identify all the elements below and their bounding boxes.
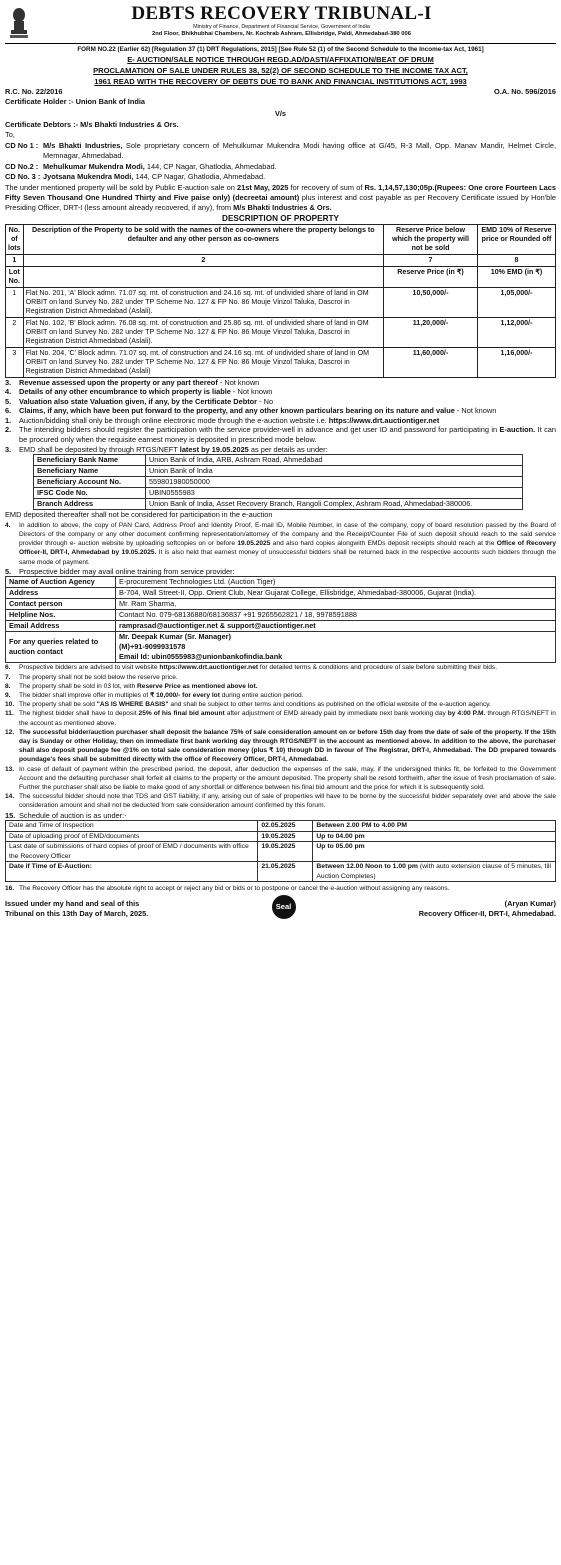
list-item: 5. Valuation also state Valuation given, if any, by the Certificate Debtor - No	[5, 396, 274, 406]
certificate-debtors: Certificate Debtors :- M/s Bhakti Industries & Ors.	[5, 119, 179, 129]
list-item: 2. The intending bidders should register the participation with the service provider-well in advance and get user ID and password for participating in E-auction. It can be procured only when the requisite earnest money is deposited in prescribed mode below.	[5, 425, 557, 445]
list-item: 15. Schedule of auction is as under:-	[5, 810, 127, 820]
certificate-holder: Certificate Holder :- Union Bank of India	[5, 97, 146, 106]
list-item: 10. The property shall be sold "AS IS WHERE BASIS" and shall be subject to other terms and conditions as published on the official website of the e-auction agency.	[5, 701, 491, 709]
agency-email[interactable]: ramprasad@auctiontiger.net & support@auctiontiger.net	[116, 621, 556, 632]
notice-title-line-3: 1961 READ WITH THE RECOVERY OF DEBTS DUE TO BANK AND FINANCIAL INSTITUTIONS ACT, 1993	[94, 77, 467, 86]
national-emblem-icon	[5, 4, 33, 42]
table-row: 3 Flat No. 204, 'C' Block admn. 71.07 sq. mt. of construction and 24.16 sq. mt. of undivided share of land in OM ORBIT on land Survey No. 282 under TP Scheme No. 127 & FP No. 86 Mouje Vinzol Taluka, Dascroi in Registration District Ahmedabad (Aslali) 11,60,000/- 1,16,000/-	[6, 347, 556, 377]
list-item: 6. Claims, if any, which have been put forward to the property, and any other known particulars bearing on its nature and value - Not known	[5, 406, 497, 416]
rc-number: R.C. No. 22/2016	[5, 87, 63, 96]
tribunal-address: 2nd Floor, Bhikhubhai Chambers, Nr. Kochrab Ashram, Ellisbridge, Paldi, Ahmedabad-380 006	[152, 30, 411, 37]
list-item: 13. In case of default of payment within the prescribed period, the deposit, after deduction the expenses of the sale, may, if the undersigned thinks fit, be forfeited to the Government Account and the defaulting purchaser shall forfeit all claims to the property or the amount deposited. The property shall be resold forthwith, after the issue of fresh proclamation of sale. Further the purchaser shall also be liable to make good of any shortfall or difference between his final bid amount and the price for which it is subsequently sold.	[5, 765, 556, 791]
list-item: 16. The Recovery Officer has the absolute right to accept or reject any bid or bids or to postpone or cancel the e-auction without assigning any reasons.	[5, 885, 450, 893]
list-item: 7. The property shall not be sold below the reserve price.	[5, 673, 178, 681]
versus: V/s	[274, 108, 287, 118]
auction-website-link[interactable]: https://www.drt.auctiontiger.net	[328, 415, 440, 425]
drt-website-link[interactable]: https://www.drt.auctiontiger.net	[159, 664, 259, 672]
list-item: 4. In addition to above, the copy of PAN Card, Address Proof and Identity Proof, E-mail ID, Mobile Number, in case of the company, copy of board resolution passed by the Board of Directors of the company or any other document confirming representation/attorney of the company and the Receipt/Counter File of such deposit should reach to the said service provider through e- auction website by uploading softcopies on or before 19.05.2025 and also hard copies alongwith EMDs deposit receipts should reach at the Office of Recovery Officer-II, DRT-I, Ahmedabad by 19.05.2025. It is also held that earnest money of unsuccessful bidders shall be returned back in the respective accounts such bidders through the same mode of payment.	[5, 521, 556, 566]
table-row: 1 Flat No. 201, 'A' Block admn. 71.07 sq. mt. of construction and 24.16 sq. mt. of undivided share of land in OM ORBIT on land Survey No. 282 under TP Scheme No. 127 & FP No. 86 Mouje Vinzol Taluka, Dascroi in Registration District Ahmedabad (Aslali). 10,50,000/- 1,05,000/-	[6, 287, 556, 317]
debtor-3: CD No. 3 : Jyotsana Mukendra Modi, 144, CP Nagar, Ghatlodia, Ahmedabad.	[5, 172, 266, 181]
table-row: Date if Time of E-Auction: 21.05.2025 Between 12.00 Noon to 1.00 pm (with auto extension clause of 5 minutes, till Auction Completes)	[6, 862, 556, 882]
form-number: FORM NO.22 (Earlier 62) [Regulation 37 (1) DRT Regulations, 2015] [See Rule 52 (1) of the Second Schedule to the Income-tax Act, 1961]	[77, 46, 484, 53]
auction-agency-table: Name of Auction Agency E-procurement Technologies Ltd. (Auction Tiger) Address B-704, Wall Street-II, Opp. Orient Club, Near Gujarat College, Ellisbridge, Ahmedabad-380006, Gujarat (India). Contact person Mr. Ram Sharma, Helpline Nos. Contact No. 079-68136880/68136837 +91 9265562821 / 18, 9978591888 Email Address ramprasad@auctiontiger.net & support@auctiontiger.net For any queries related to auction contact Mr. Deepak Kumar (Sr. Manager) (M)+91-9099931578 Email Id: ubin0555983@unionbankofindia.bank	[5, 576, 556, 663]
list-item: 11. The highest bidder shall have to deposit 25% of his final bid amount after adjustment of EMD already paid by immediate next bank working day by 4:00 P.M. through RTGS/NEFT in the account as mentioned above.	[5, 710, 556, 727]
property-heading: DESCRIPTION OF PROPERTY	[222, 213, 339, 223]
list-item: 9. The bidder shall improve offer in multiples of ₹ 10,000/- for every lot during entire auction period.	[5, 691, 304, 699]
list-item: 14. The successful bidder should note that TDS and GST liability, if any, arising out of sale of properties will have to be borne by the successful bidder separately over and above the sale consideration amount and shall not be deducted from sale consideration amount confirmed by this forum.	[5, 793, 556, 810]
tribunal-title: DEBTS RECOVERY TRIBUNAL-I	[131, 3, 432, 24]
sale-intro: The under mentioned property will be sold by Public E-auction sale on 21st May, 2025 for recovery of sum of Rs. 1,14,57,130;05p.(Rupees: One crore Fourteen Lacs Fifty Seven Thousand One Hundred Thirty and Five paise only) (decreetai amount) plus interest and cost payable as per Recovery Certificate issued by Hon'ble Presiding Officer, DRT-I (less amount already recovered, if any), from M/s Bhakti Industries & Ors.	[5, 182, 556, 212]
bank-details-table: Beneficiary Bank Name Union Bank of India, ARB, Ashram Road, Ahmedabad Beneficiary Name Union Bank of India Beneficiary Account No. 559801980050000 IFSC Code No. UBIN0555983 Branch Address Union Bank of India, Asset Recovery Branch, Rangoli Complex, Ashram Road, Ahmedabad-380006.	[33, 454, 523, 510]
table-row: Last date of submissions of hard copies of proof of EMD / documents with office the Recovery Officer 19.05.2025 Up to 05.00 pm	[6, 842, 556, 862]
case-numbers	[5, 87, 556, 97]
list-item: 3. EMD shall be deposited by through RTGS/NEFT latest by 19.05.2025 as per details as under:	[5, 444, 328, 454]
seal-icon: Seal	[272, 895, 296, 919]
list-item: 6. Prospective bidders are advised to visit website https://www.drt.auctiontiger.net for detailed terms & conditions and procedure of sale before submitting their bids.	[5, 664, 498, 672]
notice-title-line-1: E- AUCTION/SALE NOTICE THROUGH REGD.AD/DASTI/AFFIXATION/BEAT OF DRUM	[127, 55, 434, 64]
ministry-line: Ministry of Finance, Department of Financial Service, Government of India	[193, 24, 370, 30]
debtor-2: CD No.2 : Mehulkumar Mukendra Modi, 144, CP Nagar, Ghatlodia, Ahmedabad.	[5, 161, 277, 171]
table-row: Date and Time of Inspection 02.05.2025 Between 2.00 PM to 4.00 PM	[6, 821, 556, 832]
notice-title-line-2: PROCLAMATION OF SALE UNDER RULES 38, 52(2) OF SECOND SCHEDULE TO THE INCOME TAX ACT,	[93, 66, 468, 75]
list-item: 3. Revenue assessed upon the property or any part thereof - Not known	[5, 377, 260, 387]
oa-number: O.A. No. 596/2016	[493, 87, 556, 96]
contact-email[interactable]: Email Id: ubin0555983@unionbankofindia.bank	[119, 652, 283, 662]
debtor-1: CD No 1 : M/s Bhakti Industries, Sole proprietary concern of Mehulkumar Mukendra Modi having office at G/45, R-3 Mall, Opp. Manav Mandir, Helmet Circle, Memnagar, Ahmedabad.	[5, 140, 556, 160]
auction-schedule-table	[5, 820, 556, 882]
list-item: 12. The successful bidder/auction purchaser shall deposit the balance 75% of sale consideration amount on or before 15th day from the date of sale of the property. If the 15th day is Sunday or other Holiday, then on immediate first bank working day through RTGS/NEFT in the account as mentioned above. In addition to the above, the purchaser shall also deposit poundage fee @1% on total sale consideration money (plus ₹ 10) through DD in favour of The Registrar, DRT-I, Ahmedabad. The DD prepared towards poundage's fees shall be submitted directly with the office of Recovery Officer, DRT-I, Ahmedabad.	[5, 728, 556, 764]
table-row: 2 Flat No. 102, 'B' Block admn. 76.08 sq. mt. of construction and 25.86 sq. mt. of undivided share of land in OM ORBIT on land Survey No. 282 under TP Scheme No. 127 & FP No. 86 Mouje Vinzol Taluka, Dascroi in Registration District Ahmedabad (Aslali). 11,20,000/- 1,12,000/-	[6, 317, 556, 347]
header	[5, 4, 556, 44]
list-item: 8. The property shall be sold in 03 lot, with Reserve Price as mentioned above lot.	[5, 682, 258, 690]
emd-note: EMD deposited thereafter shall not be considered for participation in the e-auction	[5, 510, 273, 520]
to-line: To,	[5, 130, 15, 139]
list-item: 1. Auction/bidding shall only be through online electronic mode through the e-auction website i.e. https://www.drt.auctiontiger.net	[5, 415, 440, 425]
list-item: 4. Details of any other encumbrance to which property is liable - Not known	[5, 387, 273, 397]
property-table: No. of lots Description of the Property to be sold with the names of the co-owners where the property belongs to defaulter and any other person as co-owners Reserve Price below which the property will not be sold EMD 10% of Reserve price or Rounded off 1 2 7 8 Lot No. Reserve Price (in ₹) 10% EMD (in ₹) 1 Flat No. 201, 'A' Block admn. 71.07 sq. mt. of construction and 24.16 sq. mt. of undivided share of land in OM ORBIT on land Survey No. 282 under TP Scheme No. 127 & FP No. 86 Mouje Vinzol Taluka, Dascroi in Registration District Ahmedabad (Aslali). 10,50,000/- 1,05,000/- 2 Flat No. 102, 'B' Block admn. 76.08 sq. mt. of construction and 25.86 sq. mt. of undivided share of land in OM ORBIT on land Survey No. 282 under TP Scheme No. 127 & FP No. 86 Mouje Vinzol Taluka, Dascroi in Registration District Ahmedabad (Aslali). 11,20,000/- 1,12,000/- 3 Flat No. 204, 'C' Block admn. 71.07 sq. mt. of construction and 24.16 sq. mt. of undivided share of land in OM ORBIT on land Survey No. 282 under TP Scheme No. 127 & FP No. 86 Mouje Vinzol Taluka, Dascroi in Registration District Ahmedabad (Aslali) 11,60,000/- 1,16,000/-	[5, 224, 556, 378]
signature-block: Issued under my hand and seal of this Tribunal on this 13th Day of March, 2025. Seal (Aryan Kumar) Recovery Officer-II, DRT-I, Ahmedabad.	[5, 895, 556, 919]
table-row: Date of uploading proof of EMD/documents 19.05.2025 Up to 04.00 pm	[6, 831, 556, 842]
list-item: 5. Prospective bidder may avail online training from service provider:	[5, 566, 235, 576]
